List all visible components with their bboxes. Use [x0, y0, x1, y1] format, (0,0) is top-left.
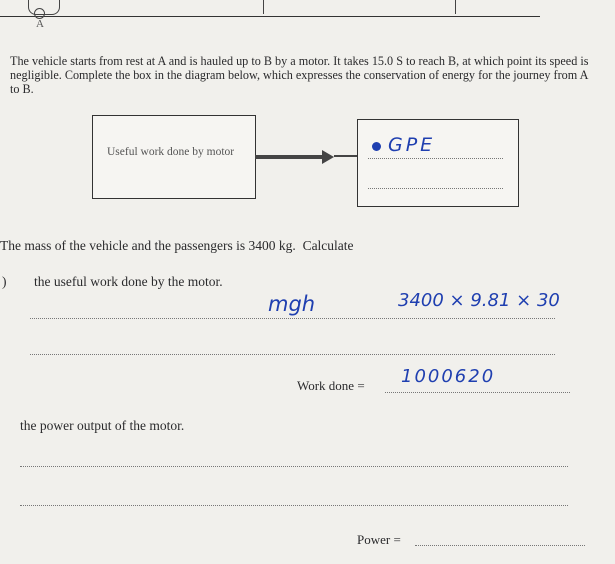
power-answer-line — [415, 545, 585, 546]
arrow-down-icon — [263, 0, 264, 14]
arrow-down-icon — [455, 0, 456, 14]
power-working-line-2 — [20, 505, 568, 506]
handwritten-work-done: 1000620 — [401, 366, 496, 387]
working-line-1 — [30, 318, 555, 319]
energy-arrow — [255, 155, 325, 159]
arrow-right-icon — [322, 150, 334, 164]
useful-work-box — [92, 115, 256, 199]
answer-line-1 — [368, 158, 503, 159]
calculate-label: Calculate — [302, 238, 354, 253]
handwritten-formula: mgh — [268, 292, 316, 316]
handwritten-substitution: 3400 × 9.81 × 30 — [398, 290, 560, 311]
work-done-line — [385, 392, 570, 393]
work-done-label: Work done = — [297, 378, 365, 393]
energy-answer-box — [357, 119, 519, 207]
working-line-2 — [30, 354, 555, 355]
part-i-question: the useful work done by the motor. — [34, 274, 223, 289]
power-working-line-1 — [20, 466, 568, 467]
intro-paragraph: The vehicle starts from rest at A and is hauled up to B by a motor. It takes 15.0 S to reach B, at which point its speed is negligible. Complete the box in the diagram below, which expresses the conservation of energy for the journey from A to B. — [10, 54, 589, 96]
handwritten-gpe: GPE — [388, 134, 436, 156]
mass-statement: The mass of the vehicle and the passengers is 3400 kg. Calculate — [0, 238, 354, 253]
useful-work-label: Useful work done by motor — [107, 146, 235, 158]
scribble-mark — [372, 142, 381, 151]
answer-line-2 — [368, 188, 503, 189]
arrow-shaft-right — [334, 155, 357, 157]
part-i-marker: ) — [2, 274, 7, 289]
track-line — [0, 16, 540, 17]
part-ii-question: the power output of the motor. — [20, 418, 185, 433]
point-a-label: A — [36, 18, 44, 30]
power-label: Power = — [357, 532, 401, 547]
